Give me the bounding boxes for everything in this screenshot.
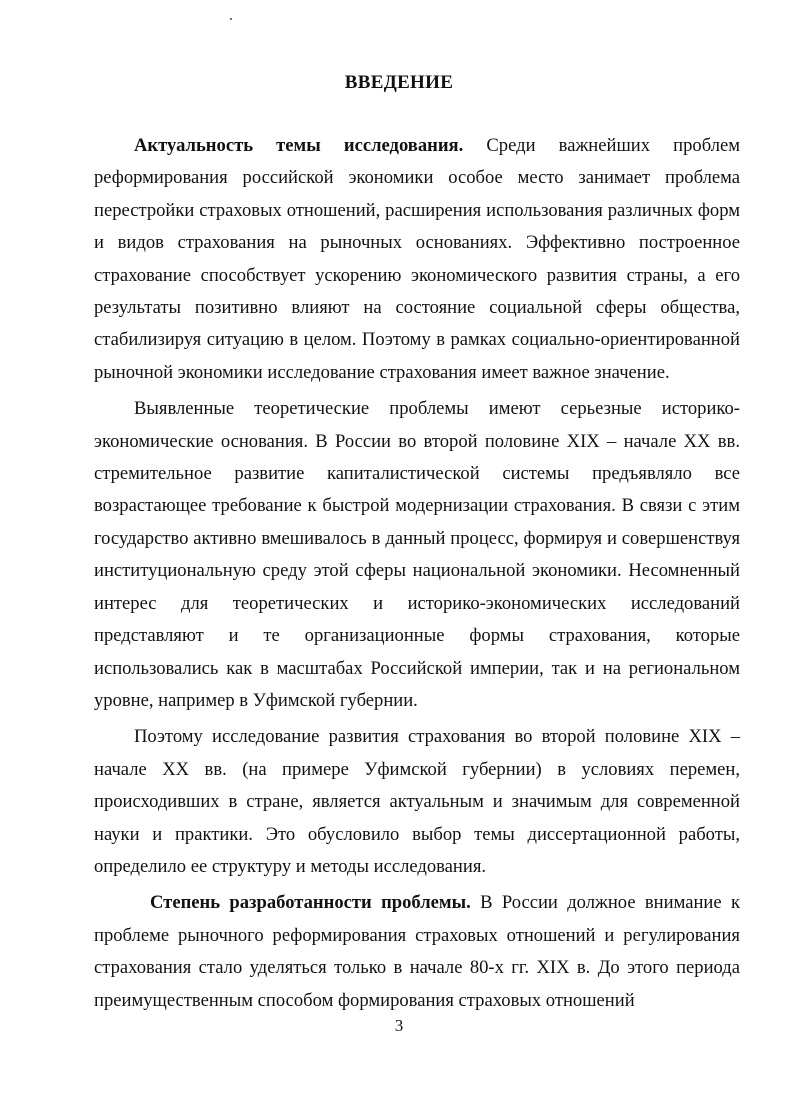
- paragraph-lead-relevance: Актуальность темы исследования.: [134, 135, 464, 156]
- paragraph-research-significance: [94, 721, 740, 883]
- paragraph-degree-of-study: [94, 887, 740, 1017]
- paragraph-text-relevance: Среди важнейших проблем реформирования российской экономики особое место занимает проблема перестройки страховых отношений, расширения использования различных форм и видов страхования на рыночных основаниях. Эффективно построенное страхование способствует ускорению экономического развития страны, а его результаты позитивно влияют на состояние социальной сферы общества, стабилизируя ситуацию в целом. Поэтому в рамках социально-ориентированной рыночной экономики исследование страхования имеет важное значение.: [94, 135, 740, 383]
- paragraph-theoretical-problems: [94, 393, 740, 717]
- scan-speck: [230, 18, 232, 20]
- paragraph-text-theoretical-problems: Выявленные теоретические проблемы имеют серьезные историко-экономические основания. В России во второй половине XIX – начале XX вв. стремительное развитие капиталистической системы предъявляло все возрастающее требование к быстрой модернизации страхования. В связи с этим государство активно вмешивалось в данный процесс, формируя и совершенствуя институциональную среду этой сферы национальной экономики. Несомненный интерес для теоретических и историко-экономических исследований представляют и те организационные формы страхования, которые использовались как в масштабах Российской империи, так и на региональном уровне, например в Уфимской губернии.: [94, 398, 740, 711]
- body-text: [94, 130, 740, 1021]
- paragraph-lead-degree-of-study: Степень разработанности проблемы.: [150, 892, 471, 914]
- paragraph-relevance: [94, 130, 740, 389]
- section-title: ВВЕДЕНИЕ: [344, 72, 454, 93]
- paragraph-text-research-significance: Поэтому исследование развития страхования во второй половине XIX – начале XX вв. (на примере Уфимской губернии) в условиях перемен, происходивших в стране, является актуальным и значимым для современной науки и практики. Это обусловило выбор темы диссертационной работы, определило ее структуру и методы исследования.: [94, 726, 740, 877]
- page-number: 3: [394, 1016, 404, 1035]
- paragraph-text-degree-of-study: В России должное внимание к проблеме рыночного реформирования страховых отношений и регулирования страхования стало уделяться только в начале 80-х гг. XIX в. До этого периода преимущественным способом формирования страховых отношений: [94, 892, 740, 1011]
